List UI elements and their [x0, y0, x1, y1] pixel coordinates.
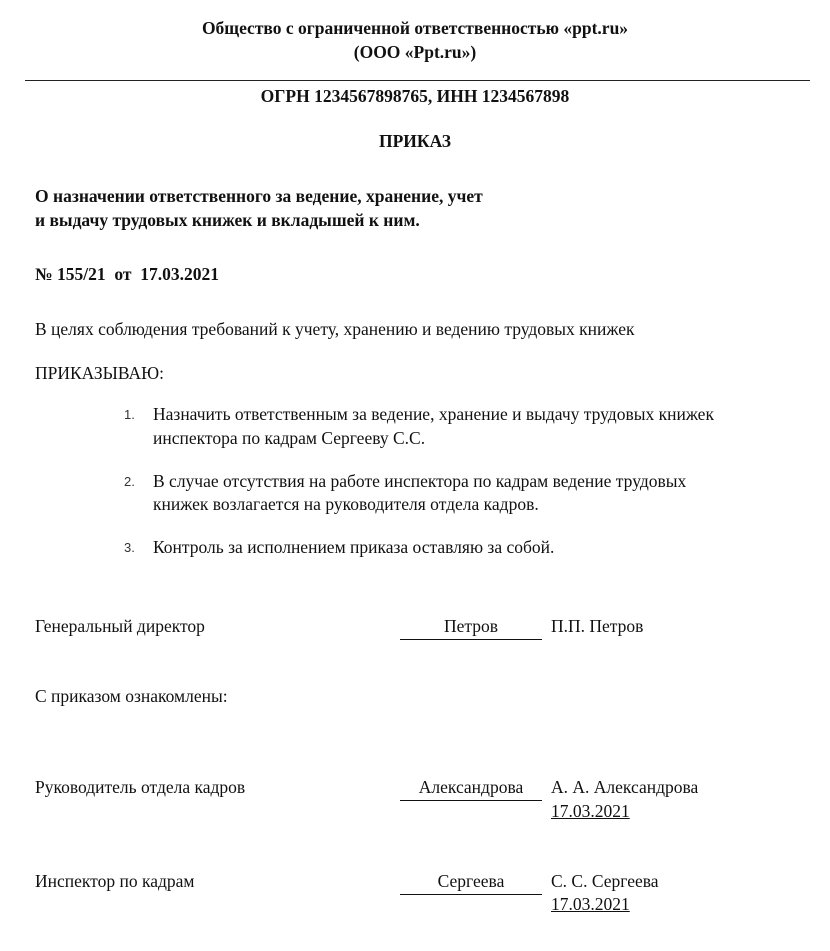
header-divider [25, 80, 810, 81]
inspector-position: Инспектор по кадрам [35, 871, 195, 891]
hr-head-signature: Александрова [400, 777, 542, 801]
inspector-signature: Сергеева [400, 871, 542, 895]
director-name: П.П. Петров [551, 616, 644, 636]
inspector-date: 17.03.2021 [551, 894, 630, 914]
item-text-line-2: инспектора по кадрам Сергееву С.С. [153, 428, 426, 448]
item-number: 2. [124, 474, 135, 489]
document-title: ПРИКАЗ [378, 131, 452, 151]
hr-head-name: А. А. Александрова [551, 777, 699, 797]
item-text-line-1: В случае отсутствия на работе инспектора по кадрам ведение трудовых [153, 471, 687, 491]
item-text-line-1: Контроль за исполнением приказа оставляю за собой. [153, 537, 555, 557]
item-number: 3. [124, 540, 135, 555]
registration-numbers: ОГРН 1234567898765, ИНН 1234567898 [260, 86, 570, 106]
item-text-line-2: книжек возлагается на руководителя отдела кадров. [153, 494, 539, 514]
order-subject-line-1: О назначении ответственного за ведение, хранение, учет [35, 186, 483, 206]
order-number-date: № 155/21 от 17.03.2021 [35, 264, 219, 284]
company-short-name: (ООО «Ppt.ru») [353, 42, 477, 62]
hr-head-date: 17.03.2021 [551, 801, 630, 821]
director-signature: Петров [400, 616, 542, 640]
item-text-line-1: Назначить ответственным за ведение, хранение и выдачу трудовых книжек [153, 404, 714, 424]
order-preamble: В целях соблюдения требований к учету, хранению и ведению трудовых книжек [35, 319, 635, 339]
order-decree: ПРИКАЗЫВАЮ: [35, 363, 164, 383]
order-subject-line-2: и выдачу трудовых книжек и вкладышей к ним. [35, 210, 420, 230]
acquainted-heading: С приказом ознакомлены: [35, 686, 228, 706]
hr-head-position: Руководитель отдела кадров [35, 777, 246, 797]
inspector-name: С. С. Сергеева [551, 871, 659, 891]
director-position: Генеральный директор [35, 616, 205, 636]
company-full-name: Общество с ограниченной ответственностью «ppt.ru» [201, 18, 629, 38]
item-number: 1. [124, 407, 135, 422]
